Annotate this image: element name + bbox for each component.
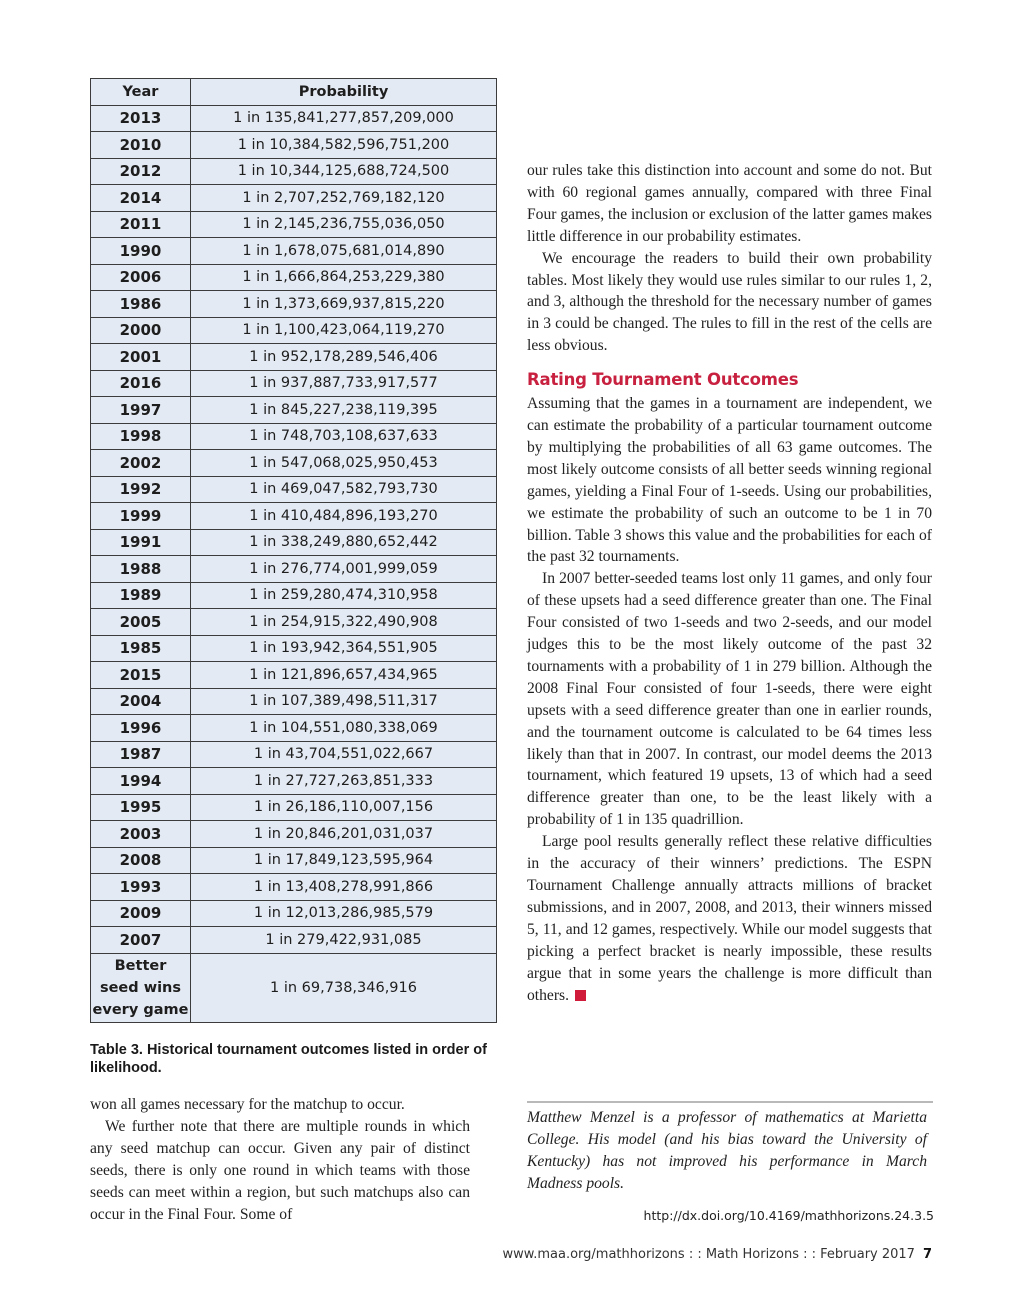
table-row (91, 662, 497, 689)
year-cell: 1993 (91, 874, 191, 901)
year-cell: 1996 (91, 715, 191, 742)
probability-cell: 1 in 121,896,657,434,965 (191, 662, 497, 689)
year-cell: 2005 (91, 609, 191, 636)
probability-cell: 1 in 193,942,364,551,905 (191, 635, 497, 662)
probability-cell: 1 in 259,280,474,310,958 (191, 582, 497, 609)
probability-cell: 1 in 10,344,125,688,724,500 (191, 158, 497, 185)
probability-cell: 1 in 1,100,423,064,119,270 (191, 317, 497, 344)
year-cell: 2002 (91, 450, 191, 477)
year-cell: 2006 (91, 264, 191, 291)
right-column-text (527, 160, 932, 1006)
year-cell: 1999 (91, 503, 191, 530)
table-row (91, 105, 497, 132)
year-cell: 2009 (91, 900, 191, 927)
table-row (91, 450, 497, 477)
table-row (91, 423, 497, 450)
outcomes-table-container (90, 78, 497, 1023)
probability-cell: 1 in 17,849,123,595,964 (191, 847, 497, 874)
left-column-text (90, 1094, 470, 1225)
probability-cell: 1 in 10,384,582,596,751,200 (191, 132, 497, 159)
year-cell: 2011 (91, 211, 191, 238)
table-caption: Table 3. Historical tournament outcomes listed in order of likelihood. (90, 1042, 487, 1076)
probability-cell: 1 in 410,484,896,193,270 (191, 503, 497, 530)
table-row (91, 874, 497, 901)
year-cell: 1987 (91, 741, 191, 768)
probability-cell: 1 in 1,678,075,681,014,890 (191, 238, 497, 265)
year-cell: 1991 (91, 529, 191, 556)
table-header-row (91, 79, 497, 106)
year-cell: 2013 (91, 105, 191, 132)
probability-cell: 1 in 2,707,252,769,182,120 (191, 185, 497, 212)
probability-cell: 1 in 43,704,551,022,667 (191, 741, 497, 768)
probability-cell: 1 in 845,227,238,119,395 (191, 397, 497, 424)
probability-column-header: Probability (191, 79, 497, 106)
table-row (91, 794, 497, 821)
section-heading: Rating Tournament Outcomes (527, 370, 799, 390)
probability-cell: 1 in 26,186,110,007,156 (191, 794, 497, 821)
year-cell: 1985 (91, 635, 191, 662)
table-row (91, 317, 497, 344)
paragraph: won all games necessary for the matchup to occur. (90, 1096, 405, 1113)
table-row (91, 158, 497, 185)
probability-cell: 1 in 254,915,322,490,908 (191, 609, 497, 636)
probability-cell: 1 in 748,703,108,637,633 (191, 423, 497, 450)
table-row (91, 529, 497, 556)
probability-cell: 1 in 1,373,669,937,815,220 (191, 291, 497, 318)
year-cell: 2012 (91, 158, 191, 185)
year-cell: 1988 (91, 556, 191, 583)
year-cell: 2016 (91, 370, 191, 397)
year-cell: 2001 (91, 344, 191, 371)
table-row (91, 132, 497, 159)
paragraph-final (527, 831, 932, 1006)
year-cell: 2004 (91, 688, 191, 715)
table-row (91, 397, 497, 424)
table-row-better-seed (91, 953, 497, 1022)
probability-cell: 1 in 135,841,277,857,209,000 (191, 105, 497, 132)
paragraph: our rules take this distinction into account and some do not. But with 60 regional games annually, compared with three Final Four games, the inclusion or exclusion of the latter games makes little difference in our probability estimates. (527, 162, 932, 245)
table-row (91, 503, 497, 530)
table-row (91, 370, 497, 397)
table-body (91, 105, 497, 1022)
table-row (91, 291, 497, 318)
probability-cell: 1 in 2,145,236,755,036,050 (191, 211, 497, 238)
probability-cell: 1 in 547,068,025,950,453 (191, 450, 497, 477)
probability-cell: 1 in 279,422,931,085 (191, 927, 497, 954)
probability-cell: 1 in 937,887,733,917,577 (191, 370, 497, 397)
probability-cell: 1 in 20,846,201,031,037 (191, 821, 497, 848)
table-row (91, 715, 497, 742)
year-cell: 2003 (91, 821, 191, 848)
probability-cell: 1 in 469,047,582,793,730 (191, 476, 497, 503)
year-column-header: Year (91, 79, 191, 106)
year-cell: 1995 (91, 794, 191, 821)
table-row (91, 344, 497, 371)
year-cell: 1989 (91, 582, 191, 609)
better-seed-label-cell (91, 953, 191, 1022)
table-row (91, 211, 497, 238)
probability-cell: 1 in 276,774,001,999,059 (191, 556, 497, 583)
table-row (91, 821, 497, 848)
probability-cell: 1 in 12,013,286,985,579 (191, 900, 497, 927)
bio-divider (527, 1101, 933, 1103)
table-row (91, 741, 497, 768)
label-line: every game (92, 1001, 189, 1018)
year-cell: 1990 (91, 238, 191, 265)
table-row (91, 688, 497, 715)
paragraph: Assuming that the games in a tournament are independent, we can estimate the probability of a particular tournament outcome by multiplying the probabilities of all 63 game outcomes. The most likely outcome consists of all better seeds winning regional games, yielding a Final Four of 1-seeds. Using our probabilities, we estimate the probability of such an outcome to be 1 in 70 billion. Table 3 shows this value and the probabilities for each of the past 32 tournaments. (527, 395, 932, 566)
table-row (91, 847, 497, 874)
doi-link[interactable]: http://dx.doi.org/10.4169/mathhorizons.24.3.5 (643, 1208, 934, 1223)
table-row (91, 185, 497, 212)
table-row (91, 556, 497, 583)
page-footer (503, 1247, 932, 1262)
footer-text: www.maa.org/mathhorizons : : Math Horizons : : February 2017 (502, 1247, 915, 1262)
label-line: seed wins (99, 979, 182, 996)
table-row (91, 768, 497, 795)
paragraph-text: Large pool results generally reflect these relative difficulties in the accuracy of their winners’ predictions. The ESPN Tournament Challenge annually attracts millions of bracket submissions, and in 2007, 2008, and 2013, their winners missed 5, 11, and 12 games, respectively. While our model suggests that picking a perfect bracket is nearly impossible, these results argue that in some years the challenge is more difficult than others. (527, 833, 932, 1004)
year-cell: 2007 (91, 927, 191, 954)
historical-outcomes-table (90, 78, 497, 1023)
table-row (91, 582, 497, 609)
probability-cell: 1 in 69,738,346,916 (191, 953, 497, 1022)
year-cell: 1997 (91, 397, 191, 424)
table-row (91, 264, 497, 291)
paragraph: We further note that there are multiple rounds in which any seed matchup can occur. Given any pair of distinct seeds, there is only one round in which teams with those seeds can meet within a region, but such matchups also can occur in the Final Four. Some of (90, 1117, 470, 1223)
year-cell: 1992 (91, 476, 191, 503)
probability-cell: 1 in 104,551,080,338,069 (191, 715, 497, 742)
year-cell: 2000 (91, 317, 191, 344)
probability-cell: 1 in 107,389,498,511,317 (191, 688, 497, 715)
author-bio: Matthew Menzel is a professor of mathematics at Marietta College. His model (and his bias toward the University of Kentucky) has not improved his performance in March Madness pools. (527, 1109, 927, 1192)
probability-cell: 1 in 1,666,864,253,229,380 (191, 264, 497, 291)
table-row (91, 476, 497, 503)
year-cell: 2008 (91, 847, 191, 874)
table-row (91, 927, 497, 954)
table-row (91, 609, 497, 636)
label-line: Better (114, 957, 167, 974)
probability-cell: 1 in 952,178,289,546,406 (191, 344, 497, 371)
table-row (91, 635, 497, 662)
paragraph: We encourage the readers to build their own probability tables. Most likely they would use rules similar to our rules 1, 2, and 3, although the threshold for the necessary number of games in 3 could be changed. The rules to fill in the rest of the cells are less obvious. (527, 249, 932, 355)
year-cell: 1994 (91, 768, 191, 795)
probability-cell: 1 in 13,408,278,991,866 (191, 874, 497, 901)
year-cell: 2010 (91, 132, 191, 159)
table-row (91, 238, 497, 265)
year-cell: 2015 (91, 662, 191, 689)
probability-cell: 1 in 27,727,263,851,333 (191, 768, 497, 795)
year-cell: 2014 (91, 185, 191, 212)
probability-cell: 1 in 338,249,880,652,442 (191, 529, 497, 556)
year-cell: 1986 (91, 291, 191, 318)
table-row (91, 900, 497, 927)
paragraph: In 2007 better-seeded teams lost only 11 games, and only four of these upsets had a seed difference greater than one. The Final Four consisted of two 1-seeds and two 2-seeds, and our model judges this to be the most likely outcome of the past 32 tournaments with a probability of 1 in 279 billion. Although the 2008 Final Four consisted of four 1-seeds, there were eight upsets with a seed difference greater than one in earlier rounds, and the tournament outcome is calculated to be 64 times less likely than that in 2007. In contrast, our model deems the 2013 tournament, which featured 19 upsets, 13 of which had a seed difference greater than one, to be the least likely with a probability of 1 in 135 quadrillion. (527, 570, 932, 829)
page-number: 7 (922, 1247, 932, 1262)
end-of-article-square-icon (575, 990, 586, 1001)
year-cell: 1998 (91, 423, 191, 450)
